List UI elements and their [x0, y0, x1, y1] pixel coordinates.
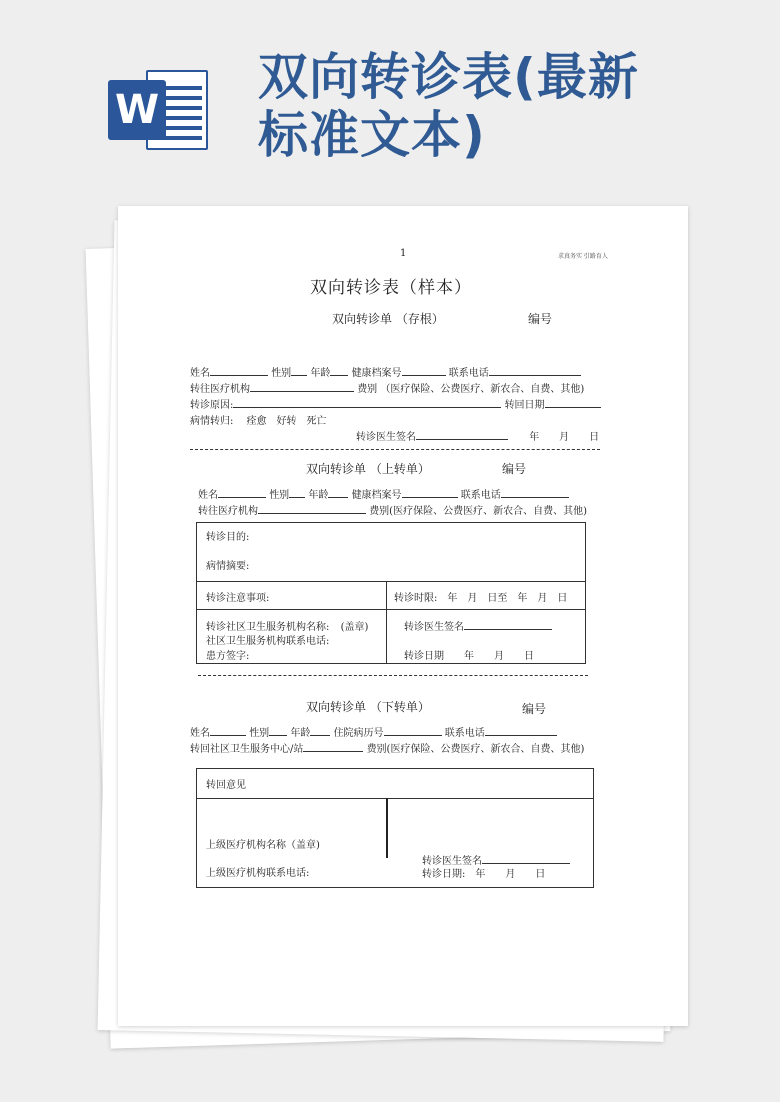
stub-age-label: 年龄: [310, 368, 331, 379]
form-title: 双向转诊表（样本）: [310, 278, 472, 298]
down-name-label: 姓名: [190, 728, 210, 739]
up-number-label: 编号: [502, 462, 527, 476]
up-doctor-sign-row: [404, 618, 552, 633]
down-date-label: 转诊日期: 年 月 日: [422, 869, 546, 880]
down-phone-label: 联系电话: [444, 728, 485, 739]
up-title: 双向转诊单 （上转单）: [306, 462, 430, 476]
up-health-record-label: 健康档案号: [351, 490, 402, 501]
up-table-col-divider-2: [386, 609, 387, 664]
down-title: 双向转诊单 （下转单）: [306, 700, 430, 714]
stub-row-1: [190, 364, 581, 379]
up-name-label: 姓名: [198, 490, 218, 501]
stub-phone-label: 联系电话: [448, 368, 489, 379]
down-doctor-sign-label: 转诊医生签名: [422, 856, 482, 867]
stub-outcome-options: 痊愈 好转 死亡: [246, 416, 327, 427]
stub-row-4: [190, 412, 327, 427]
up-gender-label: 性别: [269, 490, 290, 501]
up-cut-line: [198, 675, 588, 676]
stub-row-3: [190, 396, 601, 411]
up-doctor-sign-label: 转诊医生签名: [404, 622, 464, 633]
up-table-divider-1: [196, 581, 586, 582]
stub-doctor-sign-label: 转诊医生签名: [356, 432, 416, 443]
down-row-1: [190, 724, 557, 739]
stub-number-label: 编号: [528, 312, 553, 326]
stub-cut-line: [190, 449, 600, 450]
stub-row-2: [190, 380, 584, 395]
stub-health-record-label: 健康档案号: [351, 368, 402, 379]
up-phone-label: 联系电话: [460, 490, 501, 501]
word-doc-icon: [108, 62, 212, 158]
stub-outcome-label: 病情转归:: [190, 416, 234, 427]
word-letter: W: [108, 80, 166, 140]
stub-title: 双向转诊单 （存根）: [332, 312, 444, 326]
down-fee-type-label: 费别(医疗保险、公费医疗、新农合、自费、其他): [366, 744, 585, 755]
up-seal-label: (盖章): [340, 622, 369, 633]
up-period-label: 转诊时限: 年 月 日至 年 月 日: [394, 593, 568, 604]
up-notes-label: 转诊注意事项:: [206, 593, 270, 604]
up-fee-type-label: 费别(医疗保险、公费医疗、新农合、自费、其他): [369, 506, 587, 517]
stub-transfer-to-label: 转往医疗机构: [190, 384, 250, 395]
down-gender-label: 性别: [249, 728, 270, 739]
down-table-col-divider: [386, 798, 388, 858]
stub-gender-label: 性别: [271, 368, 292, 379]
stub-fee-type-label: 费别 （医疗保险、公费医疗、新农合、自费、其他): [357, 384, 585, 395]
document-title: [258, 48, 698, 164]
document-title-line1: 双向转诊表(最新: [258, 48, 639, 106]
document-title-line2: 标准文本): [258, 106, 486, 164]
down-opinion-label: 转回意见: [206, 780, 246, 791]
down-age-label: 年龄: [290, 728, 311, 739]
down-hospital-record-label: 住院病历号: [333, 728, 384, 739]
down-return-to-label: 转回社区卫生服务中心/站: [190, 744, 304, 755]
up-summary-label: 病情摘要:: [206, 561, 250, 572]
up-purpose-label: 转诊目的:: [206, 532, 250, 543]
up-community-phone-label: 社区卫生服务机构联系电话:: [206, 636, 330, 647]
up-row-1: [198, 486, 569, 501]
top-right-note: 求真务实 引路育人: [558, 253, 608, 260]
down-table-divider: [196, 798, 594, 799]
form-sheet: [118, 206, 688, 1026]
stub-reason-label: 转诊原因:: [190, 400, 234, 411]
stub-row-5: [356, 428, 599, 443]
down-upper-name-label: 上级医疗机构名称（盖章): [206, 840, 320, 851]
up-date-label: 转诊日期 年 月 日: [404, 651, 534, 662]
up-community-name-row: [206, 618, 368, 633]
up-table-divider-2: [196, 609, 586, 610]
down-number-label: 编号: [522, 702, 547, 716]
stub-date-ymd: 年 月 日: [529, 432, 600, 443]
up-table-col-divider-1: [386, 581, 387, 609]
up-transfer-to-label: 转往医疗机构: [198, 506, 258, 517]
up-row-2: [198, 502, 587, 517]
down-upper-phone-label: 上级医疗机构联系电话:: [206, 868, 310, 879]
stub-name-label: 姓名: [190, 368, 210, 379]
down-row-2: [190, 740, 584, 755]
up-community-name-label: 转诊社区卫生服务机构名称:: [206, 622, 330, 633]
up-age-label: 年龄: [308, 490, 329, 501]
page-number: 1: [400, 248, 407, 259]
stub-return-date-label: 转回日期: [504, 400, 545, 411]
up-patient-sign-label: 患方签字:: [206, 651, 250, 662]
